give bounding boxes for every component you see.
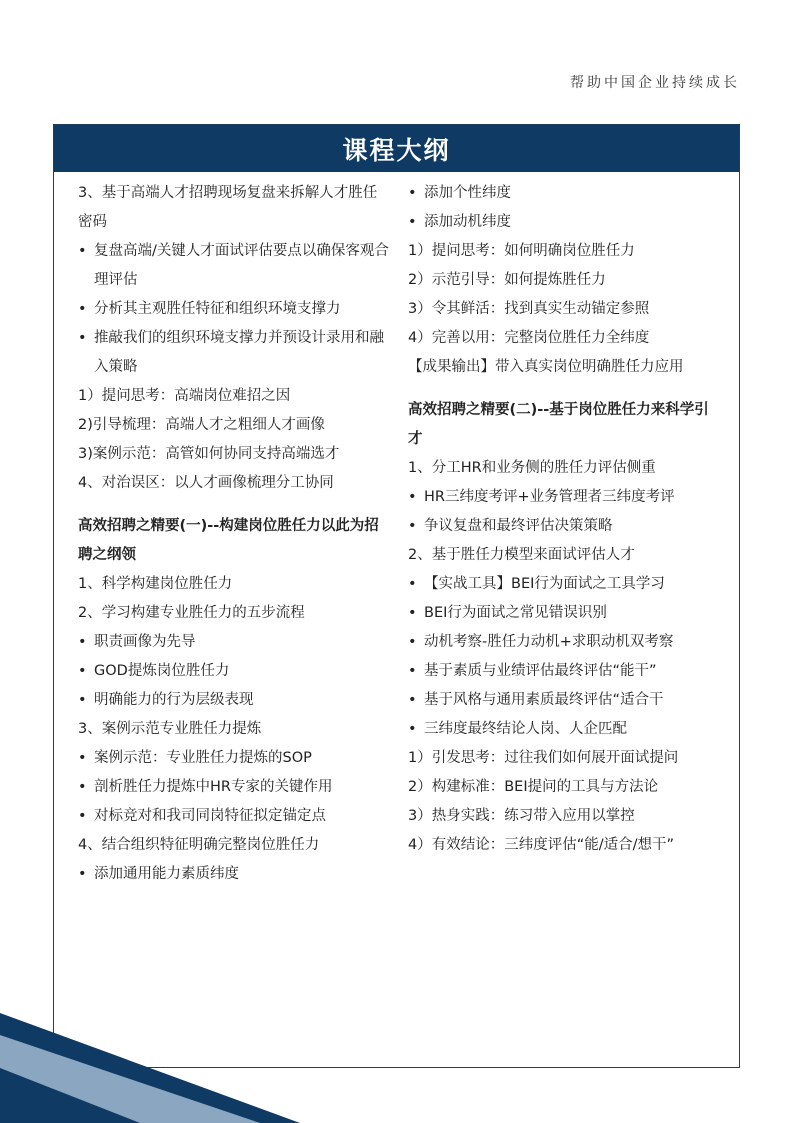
left-item-bullet-2: • 分析其主观胜任特征和组织环境支撑力 [78, 295, 390, 324]
right-item-heading-7: 高效招聘之精要(二)--基于岗位胜任力来科学引才 [408, 402, 709, 447]
left-item-text-18: 4、结合组织特征明确完整岗位胜任力 [78, 837, 320, 853]
right-item-bullet-9: • HR三纬度考评+业务管理者三纬度考评 [408, 483, 720, 512]
left-item-text-9: 1、科学构建岗位胜任力 [78, 576, 233, 592]
tagline: 帮助中国企业持续成长 [570, 75, 740, 91]
right-item-text-3: 2）示范引导：如何提炼胜任力 [408, 272, 606, 288]
right-item-bullet-16: • 基于风格与通用素质最终评估“适合干 [408, 686, 720, 715]
right-item-bullet-14: • 动机考察-胜任力动机+求职动机双考察 [408, 628, 720, 657]
right-item-text-4: 3）令其鲜活：找到真实生动锚定参照 [408, 301, 650, 317]
right-item-bullet-0: • 添加个性纬度 [408, 179, 720, 208]
course-outline-panel [53, 124, 740, 1068]
right-item-bullet-13: • BEI行为面试之常见错误识别 [408, 599, 720, 628]
right-item-text-20: 3）热身实践：练习带入应用以掌控 [408, 808, 635, 824]
left-item-heading-8: 高效招聘之精要(一)--构建岗位胜任力以此为招聘之纲领 [78, 518, 379, 563]
outline-left-column [78, 179, 390, 889]
left-item-bullet-1: • 复盘高端/关键人才面试评估要点以确保客观合理评估 [78, 237, 390, 295]
left-item-text-10: 2、学习构建专业胜任力的五步流程 [78, 605, 305, 621]
right-item-bullet-17: • 三纬度最终结论人岗、人企匹配 [408, 715, 720, 744]
left-item-bullet-11: • 职责画像为先导 [78, 628, 390, 657]
right-item-text-6: 【成果输出】带入真实岗位明确胜任力应用 [408, 359, 684, 375]
right-item-text-21: 4）有效结论：三纬度评估“能/适合/想干” [408, 837, 675, 853]
left-item-bullet-19: • 添加通用能力素质纬度 [78, 860, 390, 889]
left-item-bullet-12: • GOD提炼岗位胜任力 [78, 657, 390, 686]
left-item-bullet-15: • 案例示范：专业胜任力提炼的SOP [78, 744, 390, 773]
right-item-bullet-10: • 争议复盘和最终评估决策策略 [408, 512, 720, 541]
right-item-bullet-15: • 基于素质与业绩评估最终评估“能干” [408, 657, 720, 686]
right-item-text-2: 1）提问思考：如何明确岗位胜任力 [408, 243, 635, 259]
right-item-text-5: 4）完善以用：完整岗位胜任力全纬度 [408, 330, 650, 346]
left-item-bullet-13: • 明确能力的行为层级表现 [78, 686, 390, 715]
right-item-text-19: 2）构建标准：BEI提问的工具与方法论 [408, 779, 659, 795]
left-item-text-0: 3、基于高端人才招聘现场复盘来拆解人才胜任密码 [78, 185, 378, 230]
left-item-bullet-17: • 对标竞对和我司同岗特征拟定锚定点 [78, 802, 390, 831]
right-item-bullet-1: • 添加动机纬度 [408, 208, 720, 237]
left-item-text-14: 3、案例示范专业胜任力提炼 [78, 721, 262, 737]
right-item-text-11: 2、基于胜任力模型来面试评估人才 [408, 547, 635, 563]
left-item-text-4: 1）提问思考：高端岗位难招之因 [78, 388, 291, 404]
left-item-bullet-16: • 剖析胜任力提炼中HR专家的关键作用 [78, 773, 390, 802]
right-item-text-8: 1、分工HR和业务侧的胜任力评估侧重 [408, 460, 656, 476]
right-item-text-18: 1）引发思考：过往我们如何展开面试提问 [408, 750, 679, 766]
outline-right-column [408, 179, 720, 860]
right-item-bullet-12: • 【实战工具】BEI行为面试之工具学习 [408, 570, 720, 599]
left-item-text-5: 2)引导梳理：高端人才之粗细人才画像 [78, 417, 325, 433]
left-item-text-6: 3)案例示范：高管如何协同支持高端选才 [78, 446, 340, 462]
outline-title: 课程大纲 [54, 125, 739, 172]
left-item-bullet-3: • 推敲我们的组织环境支撑力并预设计录用和融入策略 [78, 324, 390, 382]
corner-decoration [0, 1013, 300, 1123]
left-item-text-7: 4、对治误区：以人才画像梳理分工协同 [78, 475, 334, 491]
